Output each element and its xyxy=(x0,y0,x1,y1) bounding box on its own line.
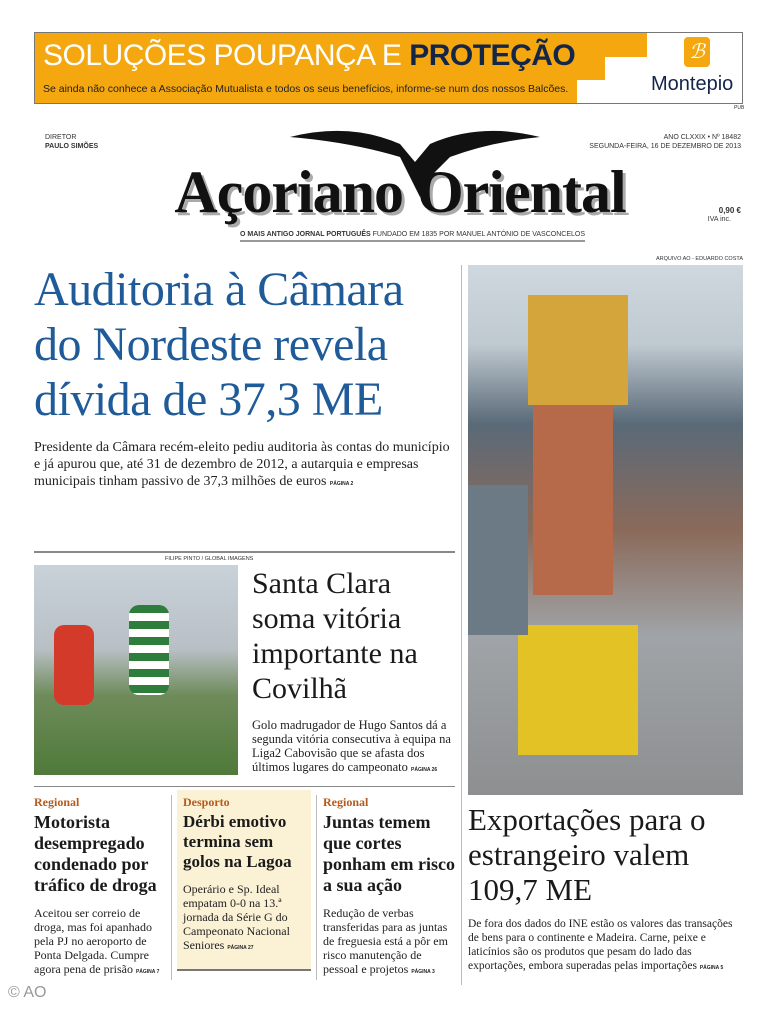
ad-decoration xyxy=(577,57,647,103)
brief-regional-1[interactable]: Regional Motorista desempregado condenado por tráfico de droga Aceitou ser correio de droga, mas foi apanhado pela PJ no aeroporto de Ponta Delgada. Cumpre agora pena de prisão PÁGINA 7 xyxy=(34,795,160,976)
montepio-icon: ℬ xyxy=(684,37,710,67)
main-story xyxy=(34,262,456,493)
advertisement-banner[interactable] xyxy=(34,32,743,104)
copyright: © AO xyxy=(8,984,47,1001)
director-label: DIRETOR xyxy=(45,134,77,141)
divider xyxy=(34,786,455,787)
ad-tag: PUB xyxy=(734,105,745,111)
column-divider xyxy=(461,265,462,985)
divider xyxy=(34,551,455,553)
montepio-logo: ℬ Montepio xyxy=(647,33,742,103)
football-photo xyxy=(34,565,238,775)
tagline: O MAIS ANTIGO JORNAL PORTUGUÊS FUNDADO EM 1835 POR MANUEL ANTÓNIO DE VASCONCELOS xyxy=(240,231,585,242)
port-crane-photo xyxy=(468,265,743,795)
photo-credit: ARQUIVO AO - EDUARDO COSTA xyxy=(656,256,743,262)
ad-title: SOLUÇÕES POUPANÇA E PROTEÇÃO xyxy=(43,39,576,72)
column-divider xyxy=(316,795,317,980)
brief-regional-2[interactable]: Regional Juntas temem que cortes ponham em risco a sua ação Redução de verbas transferidas para as juntas de freguesia está a pôr em risco manutenção de pessoal e projetos PÁGINA 3 xyxy=(323,795,455,976)
brief-sport[interactable]: Desporto Dérbi emotivo termina sem golos na Lagoa Operário e Sp. Ideal empatam 0-0 na 13.ª jornada da Série G do Campeonato Nacional Seniores PÁGINA 27 xyxy=(177,790,311,971)
issue-number: ANO CLXXIX • Nº 18482 xyxy=(663,134,741,141)
exports-story xyxy=(468,802,746,975)
director-name: PAULO SIMÕES xyxy=(45,143,99,150)
main-lead: Presidente da Câmara recém-eleito pediu auditoria às contas do município e já apurou que, até 31 de dezembro de 2012, a autarquia e empresas municipais tinham passivo de 37,3 milhões de euros PÁGINA 2 xyxy=(34,440,450,489)
vat-note: IVA inc. xyxy=(707,216,731,223)
issue-date: SEGUNDA-FEIRA, 16 DE DEZEMBRO DE 2013 xyxy=(589,143,741,150)
main-headline[interactable]: Auditoria à Câmara do Nordeste revela dívida de 37,3 ME xyxy=(34,263,404,426)
exports-headline[interactable]: Exportações para o estrangeiro valem 109,7 ME xyxy=(468,802,706,907)
sport-headline[interactable]: Santa Clara soma vitória importante na Covilhã xyxy=(252,567,418,705)
exports-body: De fora dos dados do INE estão os valores das transações de bens para o continente e Madeira. Carne, peixe e laticínios são os produtos que pesam do lado das exportações, embora superadas pelas importações PÁGINA 5 xyxy=(468,918,733,972)
price: 0,90 € xyxy=(718,206,741,215)
masthead-title: Açoriano Oriental xyxy=(174,159,626,225)
column-divider xyxy=(171,795,172,980)
sport-story xyxy=(252,566,457,777)
sport-body: Golo madrugador de Hugo Santos dá a segunda vitória consecutiva à equipa na Liga2 Cabovisão que se afasta dos últimos lugares do campeonato PÁGINA 26 xyxy=(252,718,451,774)
ad-subtitle: Se ainda não conhece a Associação Mutualista e todos os seus benefícios, informe-se num dos nossos Balcões. xyxy=(43,83,569,95)
sport-photo-credit: FILIPE PINTO / GLOBAL IMAGENS xyxy=(165,556,254,562)
